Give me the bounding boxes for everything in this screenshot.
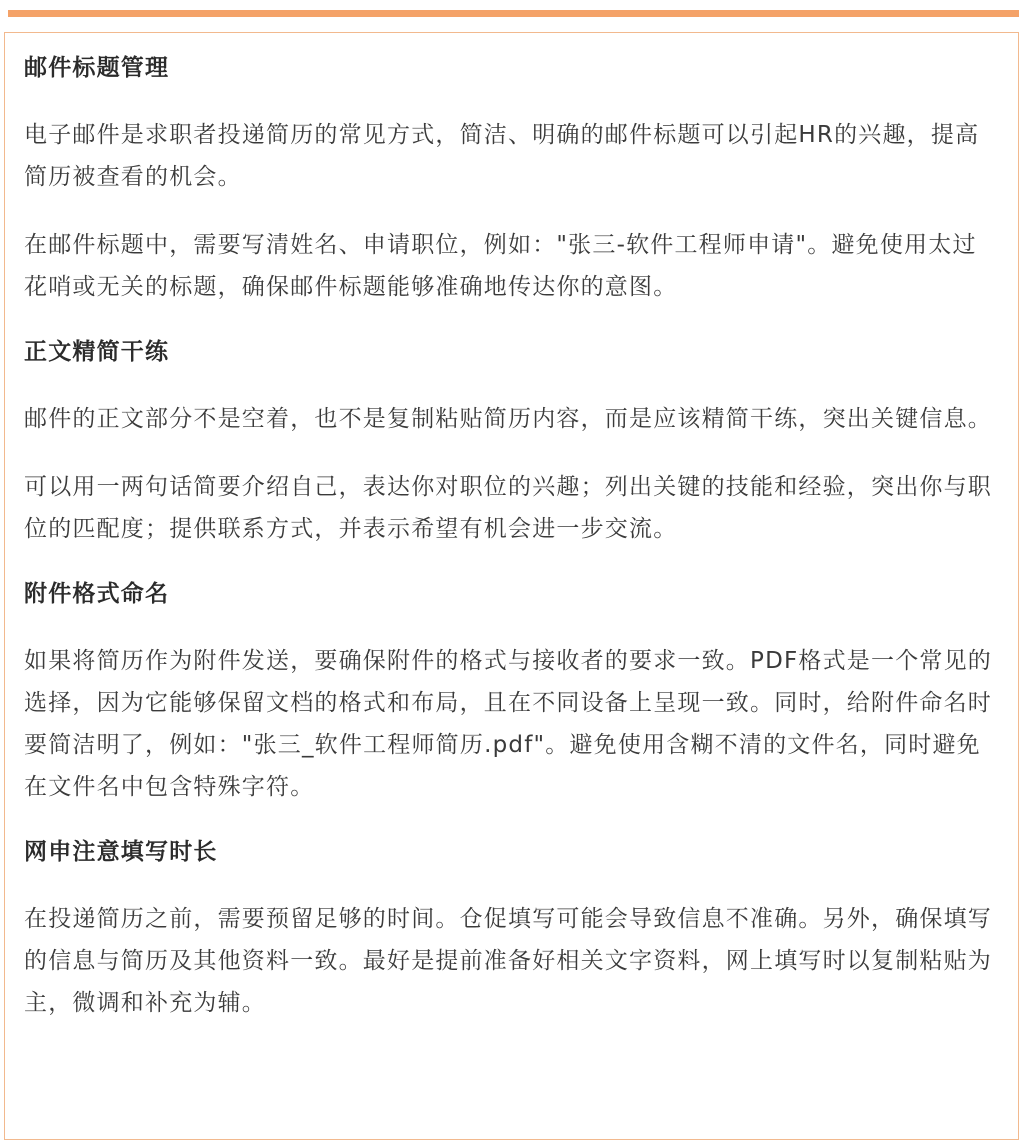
section-paragraph: 在投递简历之前，需要预留足够的时间。仓促填写可能会导致信息不准确。另外，确保填写的信息与简历及其他资料一致。最好是提前准备好相关文字资料，网上填写时以复制粘贴为主，微调和补充为辅。	[24, 906, 992, 1016]
top-accent-bar	[8, 10, 1019, 17]
section-paragraph: 邮件的正文部分不是空着，也不是复制粘贴简历内容，而是应该精简干练，突出关键信息。	[24, 406, 992, 432]
section-paragraph: 可以用一两句话简要介绍自己，表达你对职位的兴趣；列出关键的技能和经验，突出你与职位的匹配度；提供联系方式，并表示希望有机会进一步交流。	[24, 474, 992, 542]
section-paragraph: 电子邮件是求职者投递简历的常见方式，简洁、明确的邮件标题可以引起HR的兴趣，提高简历被查看的机会。	[24, 122, 980, 190]
section-paragraph: 如果将简历作为附件发送，要确保附件的格式与接收者的要求一致。PDF格式是一个常见的选择，因为它能够保留文档的格式和布局，且在不同设备上呈现一致。同时，给附件命名时要简洁明了，例如："张三_软件工程师简历.pdf"。避免使用含糊不清的文件名，同时避免在文件名中包含特殊字符。	[24, 648, 993, 800]
section-heading-email-subject: 邮件标题管理	[24, 55, 170, 81]
section-heading-email-body: 正文精简干练	[24, 339, 170, 365]
section-paragraph: 在邮件标题中，需要写清姓名、申请职位，例如："张三-软件工程师申请"。避免使用太过花哨或无关的标题，确保邮件标题能够准确地传达你的意图。	[24, 232, 977, 300]
article-content	[24, 48, 994, 1024]
section-heading-attachment-naming: 附件格式命名	[24, 581, 170, 607]
section-heading-online-application: 网申注意填写时长	[24, 839, 218, 865]
